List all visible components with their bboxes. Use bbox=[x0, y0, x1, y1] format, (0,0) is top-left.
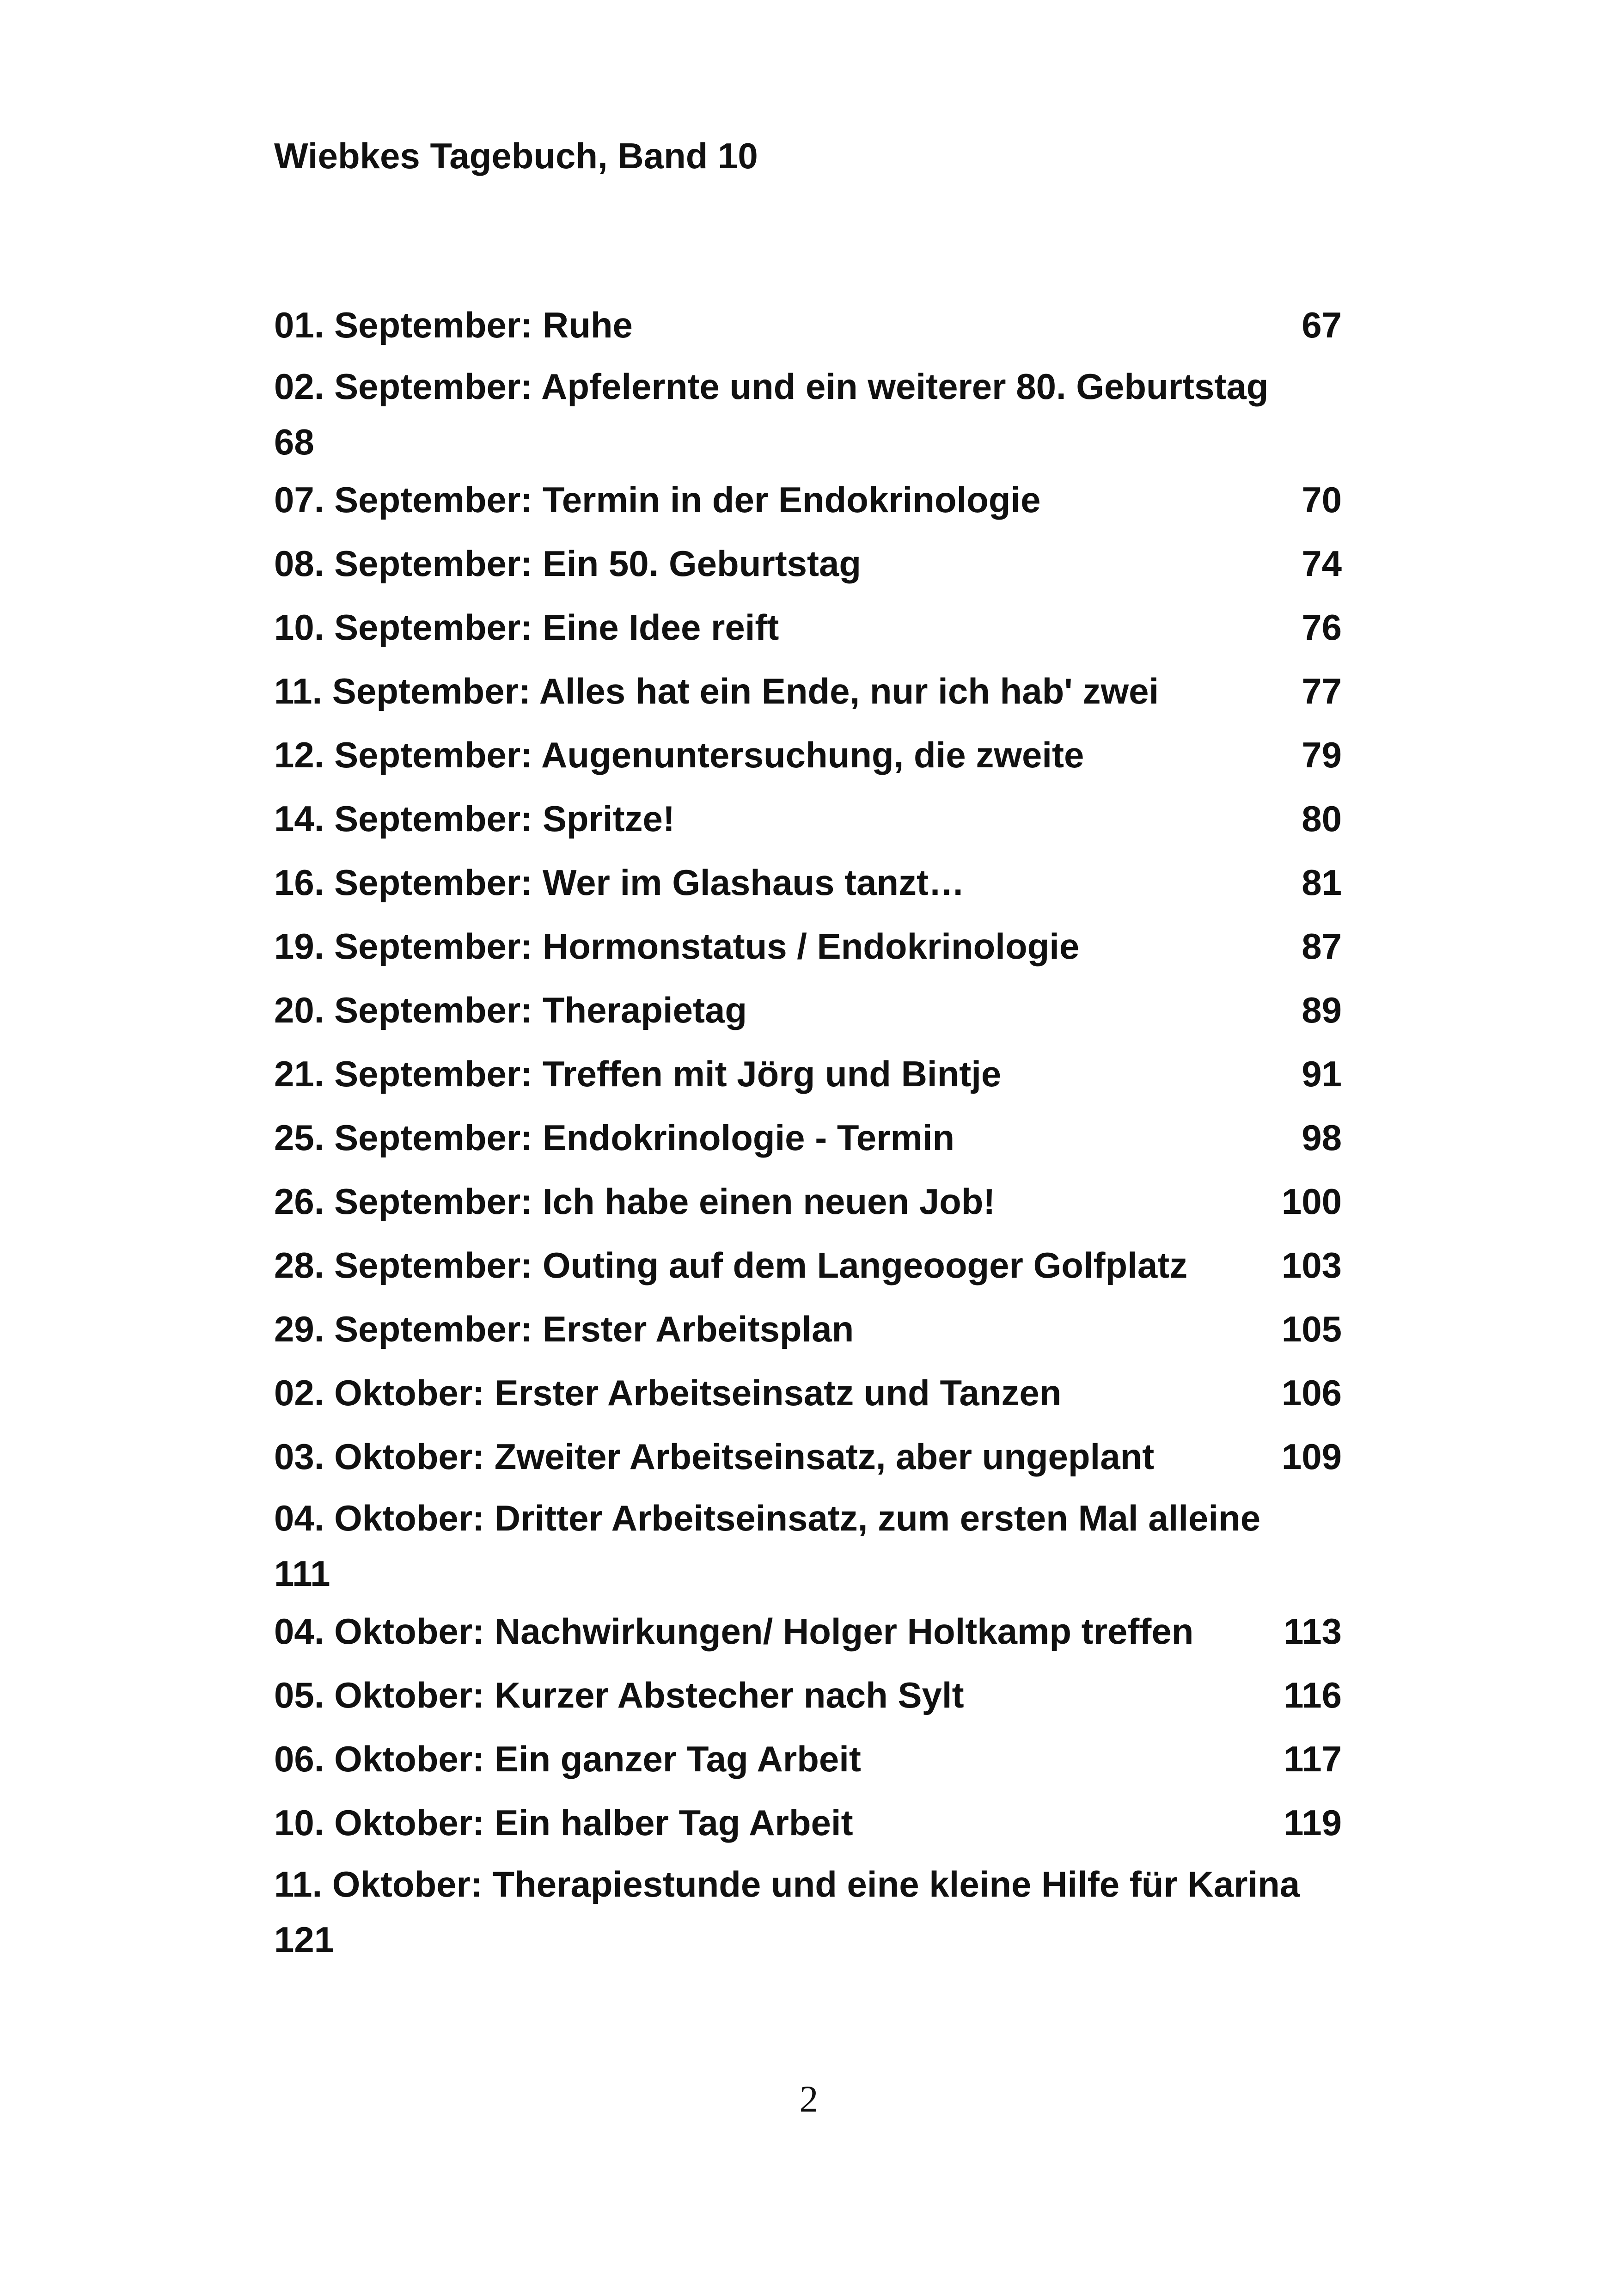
toc-entry bbox=[274, 1425, 1342, 1488]
toc-entry-title: 20. September: Therapietag bbox=[274, 990, 747, 1030]
toc-entry-page: 77 bbox=[1302, 671, 1342, 711]
toc-entry-title: 25. September: Endokrinologie - Termin bbox=[274, 1117, 955, 1158]
toc-entry-title: 19. September: Hormonstatus / Endokrinologie bbox=[274, 926, 1080, 967]
toc-entry-page: 98 bbox=[1302, 1117, 1342, 1158]
toc-entry-title: 12. September: Augenuntersuchung, die zweite bbox=[274, 735, 1084, 775]
toc-entry-page: 80 bbox=[1302, 798, 1342, 839]
toc-entry-page: 116 bbox=[1284, 1675, 1342, 1715]
toc-entry-title: 14. September: Spritze! bbox=[274, 798, 675, 839]
toc-entry-page: 91 bbox=[1302, 1053, 1342, 1094]
toc-entry bbox=[274, 914, 1342, 978]
toc-entry bbox=[274, 851, 1342, 914]
page-number: 2 bbox=[799, 2078, 819, 2120]
toc-entry-title: 29. September: Erster Arbeitsplan bbox=[274, 1309, 854, 1349]
toc-entry bbox=[274, 1106, 1342, 1169]
toc-entry bbox=[274, 723, 1342, 787]
toc-entry bbox=[274, 1233, 1342, 1297]
toc-entry-page: 81 bbox=[1302, 862, 1342, 903]
toc-entry bbox=[274, 293, 1342, 357]
toc-entry-page: 103 bbox=[1281, 1245, 1342, 1286]
toc-entry-page: 106 bbox=[1281, 1372, 1342, 1413]
toc-entry-title: 21. September: Treffen mit Jörg und Bintje bbox=[274, 1053, 1002, 1094]
toc-entry bbox=[274, 978, 1342, 1042]
toc-entry bbox=[274, 1042, 1342, 1106]
toc-entry-title: 16. September: Wer im Glashaus tanzt… bbox=[274, 862, 965, 903]
book-title: Wiebkes Tagebuch, Band 10 bbox=[274, 135, 758, 176]
toc-entry-title: 06. Oktober: Ein ganzer Tag Arbeit bbox=[274, 1739, 861, 1779]
toc-entry bbox=[274, 1727, 1342, 1791]
toc-entry bbox=[274, 468, 1342, 532]
toc-entry-page: 87 bbox=[1302, 926, 1342, 967]
toc-entry-page: 119 bbox=[1284, 1802, 1342, 1843]
toc-entry bbox=[274, 1488, 1342, 1599]
toc-entry-title: 28. September: Outing auf dem Langeooger Golfplatz bbox=[274, 1245, 1188, 1286]
toc-entry-title: 26. September: Ich habe einen neuen Job! bbox=[274, 1181, 996, 1222]
toc-entry-title: 02. September: Apfelernte und ein weiterer 80. Geburtstag bbox=[274, 366, 1269, 407]
toc-entry-page: 121 bbox=[274, 1919, 335, 1960]
toc-entry bbox=[274, 787, 1342, 851]
toc-entry bbox=[274, 595, 1342, 659]
toc-entry bbox=[274, 1791, 1342, 1855]
toc-entry-page: 111 bbox=[274, 1553, 330, 1594]
toc-entry-title: 11. Oktober: Therapiestunde und eine kleine Hilfe für Karina bbox=[274, 1864, 1300, 1904]
toc-entry bbox=[274, 1855, 1342, 1965]
toc-entry-page: 117 bbox=[1284, 1739, 1342, 1779]
toc-entry-title: 04. Oktober: Dritter Arbeitseinsatz, zum ersten Mal alleine bbox=[274, 1498, 1261, 1538]
toc-entry-page: 68 bbox=[274, 422, 314, 462]
toc-entry-title: 03. Oktober: Zweiter Arbeitseinsatz, aber ungeplant bbox=[274, 1436, 1155, 1477]
toc-entry-page: 113 bbox=[1284, 1611, 1342, 1652]
toc-entry-page: 79 bbox=[1302, 735, 1342, 775]
toc-entry-page: 70 bbox=[1302, 479, 1342, 520]
toc-entry-page: 76 bbox=[1302, 607, 1342, 648]
toc-entry-page: 67 bbox=[1302, 305, 1342, 345]
toc-entry bbox=[274, 659, 1342, 723]
toc-entry-title: 04. Oktober: Nachwirkungen/ Holger Holtkamp treffen bbox=[274, 1611, 1194, 1652]
toc-entry-title: 11. September: Alles hat ein Ende, nur ich hab' zwei bbox=[274, 671, 1159, 711]
toc-entry-page: 105 bbox=[1281, 1309, 1342, 1349]
toc-entry-title: 10. Oktober: Ein halber Tag Arbeit bbox=[274, 1802, 853, 1843]
toc-entry bbox=[274, 1169, 1342, 1233]
toc-entry-page: 74 bbox=[1302, 543, 1342, 584]
toc-entry bbox=[274, 1297, 1342, 1361]
toc-entry bbox=[274, 1663, 1342, 1727]
toc-entry-title: 01. September: Ruhe bbox=[274, 305, 633, 345]
toc-entry-title: 07. September: Termin in der Endokrinologie bbox=[274, 479, 1041, 520]
toc-entry-page: 109 bbox=[1281, 1436, 1342, 1477]
toc-entry bbox=[274, 1361, 1342, 1425]
toc-entry-page: 100 bbox=[1281, 1181, 1342, 1222]
toc-entry-title: 08. September: Ein 50. Geburtstag bbox=[274, 543, 862, 584]
toc-entry bbox=[274, 357, 1342, 468]
toc-entry-title: 02. Oktober: Erster Arbeitseinsatz und Tanzen bbox=[274, 1372, 1062, 1413]
toc-entry bbox=[274, 1599, 1342, 1663]
toc-entry-page: 89 bbox=[1302, 990, 1342, 1030]
toc-entry-title: 10. September: Eine Idee reift bbox=[274, 607, 779, 648]
toc-entry bbox=[274, 532, 1342, 595]
table-of-contents bbox=[274, 293, 1342, 1965]
toc-entry-title: 05. Oktober: Kurzer Abstecher nach Sylt bbox=[274, 1675, 964, 1715]
